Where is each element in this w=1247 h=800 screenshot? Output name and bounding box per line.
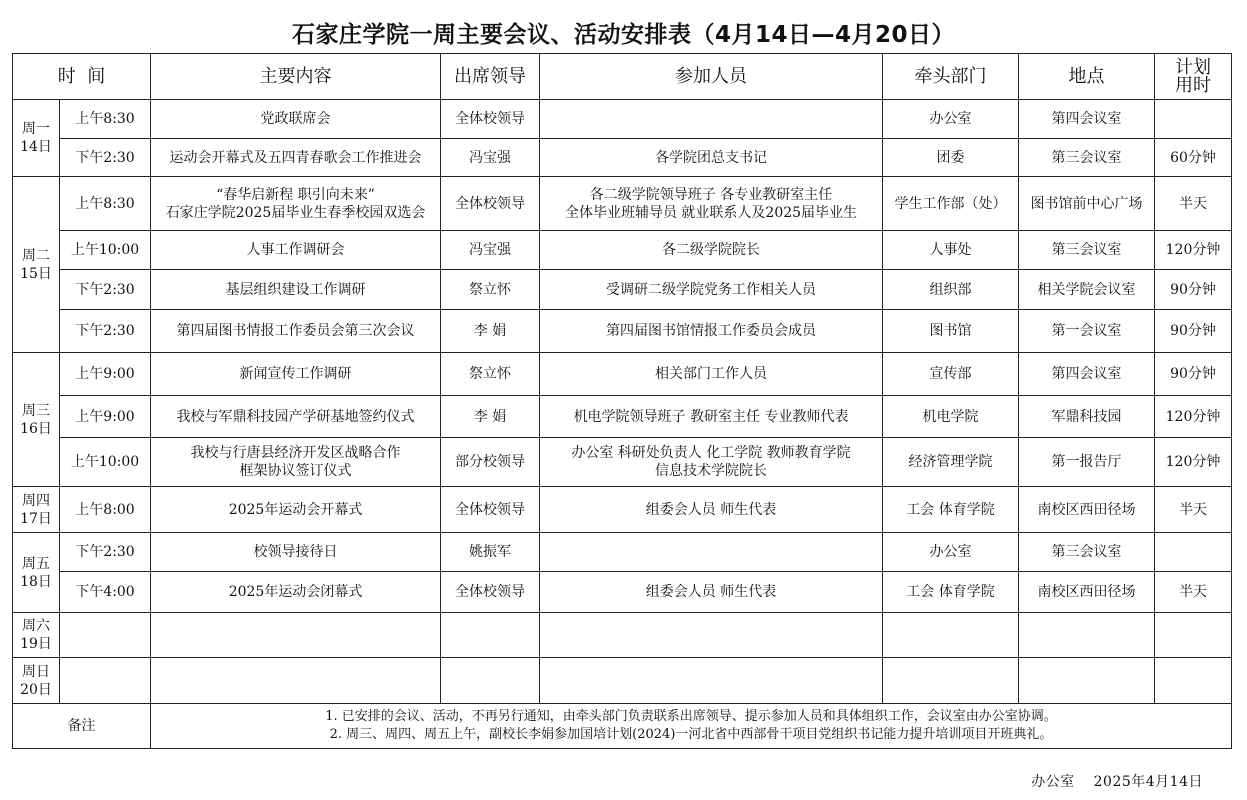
table-row xyxy=(13,438,1232,487)
department-cell: 图书馆 xyxy=(883,310,1019,353)
time-cell: 下午2:30 xyxy=(60,533,151,572)
content-cell-line: 石家庄学院2025届毕业生春季校园双选会 xyxy=(165,204,426,221)
attendees-cell xyxy=(540,177,883,231)
time-cell: 下午2:30 xyxy=(60,310,151,353)
time-cell: 下午2:30 xyxy=(60,139,151,177)
day-name: 周日 xyxy=(22,663,50,680)
department-cell: 学生工作部（处） xyxy=(883,177,1019,231)
table-row xyxy=(13,353,1232,396)
leader-cell: 部分校领导 xyxy=(441,438,540,487)
content-cell-line: 2025年运动会开幕式 xyxy=(228,501,363,518)
content-cell xyxy=(151,487,441,533)
day-date: 19日 xyxy=(20,636,52,652)
leader-cell: 李 娟 xyxy=(441,310,540,353)
duration-cell: 90分钟 xyxy=(1155,310,1232,353)
time-cell: 上午9:00 xyxy=(60,396,151,438)
day-cell xyxy=(13,658,60,704)
leader-cell: 全体校领导 xyxy=(441,100,540,139)
time-cell: 上午8:30 xyxy=(60,177,151,231)
content-cell-line: 2025年运动会闭幕式 xyxy=(228,584,363,600)
footer xyxy=(1017,771,1203,791)
leader-cell: 祭立怀 xyxy=(441,353,540,396)
day-name: 周一 xyxy=(22,121,50,137)
content-cell xyxy=(151,572,441,613)
location-cell: 第四会议室 xyxy=(1019,100,1155,139)
note-item-1: 1. 已安排的会议、活动，不再另行通知，由牵头部门负责联系出席领导、提示参加人员和具体组织工作，会议室由办公室协调。 xyxy=(325,709,1057,724)
location-cell: 第三会议室 xyxy=(1019,139,1155,177)
day-cell xyxy=(13,487,60,533)
duration-cell: 120分钟 xyxy=(1155,396,1232,438)
content-cell-line: “春华启新程 职引向未来” xyxy=(216,186,375,203)
attendees-cell-line: 全体毕业班辅导员 就业联系人及2025届毕业生 xyxy=(564,204,858,221)
time-cell: 下午2:30 xyxy=(60,270,151,310)
table-row xyxy=(13,177,1232,231)
schedule-body xyxy=(13,100,1232,704)
duration-cell: 半天 xyxy=(1155,487,1232,533)
day-name: 周四 xyxy=(22,492,50,509)
content-cell xyxy=(151,396,441,438)
department-cell: 宣传部 xyxy=(883,353,1019,396)
footer-office: 办公室 xyxy=(1031,774,1075,790)
attendees-cell xyxy=(540,353,883,396)
attendees-cell xyxy=(540,533,883,572)
notes-label: 备注 xyxy=(13,704,151,749)
day-date: 14日 xyxy=(20,139,52,155)
day-date: 20日 xyxy=(20,681,52,698)
time-cell: 上午8:30 xyxy=(60,100,151,139)
department-cell: 团委 xyxy=(883,139,1019,177)
header-plan-duration xyxy=(1155,54,1232,100)
content-cell xyxy=(151,139,441,177)
content-cell xyxy=(151,353,441,396)
department-cell: 机电学院 xyxy=(883,396,1019,438)
header-plan-line1: 计划 xyxy=(1175,56,1212,78)
time-cell xyxy=(60,613,151,658)
table-row xyxy=(13,396,1232,438)
content-cell xyxy=(151,270,441,310)
attendees-cell-line: 信息技术学院院长 xyxy=(655,463,768,479)
duration-cell: 120分钟 xyxy=(1155,438,1232,487)
location-cell: 军鼎科技园 xyxy=(1019,396,1155,438)
header-department: 牵头部门 xyxy=(883,54,1019,100)
duration-cell: 90分钟 xyxy=(1155,270,1232,310)
duration-cell xyxy=(1155,613,1232,658)
time-cell xyxy=(60,658,151,704)
attendees-cell-line: 办公室 科研处负责人 化工学院 教师教育学院 xyxy=(571,445,851,461)
location-cell: 相关学院会议室 xyxy=(1019,270,1155,310)
department-cell: 办公室 xyxy=(883,100,1019,139)
leader-cell: 姚振军 xyxy=(441,533,540,572)
location-cell: 第一会议室 xyxy=(1019,310,1155,353)
location-cell: 第一报告厅 xyxy=(1019,438,1155,487)
content-cell xyxy=(151,438,441,487)
leader-cell: 全体校领导 xyxy=(441,487,540,533)
attendees-cell-line: 组委会人员 师生代表 xyxy=(645,501,777,518)
time-cell: 上午10:00 xyxy=(60,438,151,487)
attendees-cell xyxy=(540,438,883,487)
department-cell: 工会 体育学院 xyxy=(883,487,1019,533)
duration-cell xyxy=(1155,533,1232,572)
leader-cell xyxy=(441,658,540,704)
leader-cell: 祭立怀 xyxy=(441,270,540,310)
day-cell xyxy=(13,353,60,487)
time-cell: 上午9:00 xyxy=(60,353,151,396)
attendees-cell-line: 各学院团总支书记 xyxy=(655,149,768,166)
duration-cell xyxy=(1155,658,1232,704)
day-date: 15日 xyxy=(20,265,52,282)
day-date: 17日 xyxy=(20,510,52,527)
content-cell-line: 人事工作调研会 xyxy=(246,242,345,258)
attendees-cell-line: 受调研二级学院党务工作相关人员 xyxy=(606,281,817,298)
content-cell-line: 校领导接待日 xyxy=(253,544,338,560)
day-cell xyxy=(13,177,60,353)
leader-cell: 冯宝强 xyxy=(441,139,540,177)
attendees-cell xyxy=(540,310,883,353)
leader-cell xyxy=(441,613,540,658)
location-cell: 第三会议室 xyxy=(1019,533,1155,572)
day-cell xyxy=(13,100,60,177)
content-cell xyxy=(151,177,441,231)
attendees-cell xyxy=(540,270,883,310)
content-cell-line: 党政联席会 xyxy=(260,111,331,127)
content-cell xyxy=(151,658,441,704)
department-cell: 工会 体育学院 xyxy=(883,572,1019,613)
duration-cell: 60分钟 xyxy=(1155,139,1232,177)
location-cell: 第四会议室 xyxy=(1019,353,1155,396)
day-name: 周六 xyxy=(22,618,50,634)
notes-content xyxy=(151,704,1232,749)
table-row xyxy=(13,100,1232,139)
schedule-table xyxy=(12,53,1232,749)
header-leader: 出席领导 xyxy=(441,54,540,100)
content-cell xyxy=(151,613,441,658)
location-cell: 第三会议室 xyxy=(1019,231,1155,270)
attendees-cell-line: 各二级学院院长 xyxy=(662,242,761,258)
header-row xyxy=(13,54,1232,100)
day-name: 周二 xyxy=(22,247,50,264)
table-row xyxy=(13,231,1232,270)
attendees-cell-line: 机电学院领导班子 教研室主任 专业教师代表 xyxy=(573,408,849,425)
duration-cell: 半天 xyxy=(1155,177,1232,231)
attendees-cell xyxy=(540,100,883,139)
content-cell xyxy=(151,231,441,270)
table-row xyxy=(13,487,1232,533)
duration-cell: 120分钟 xyxy=(1155,231,1232,270)
content-cell-line: 框架协议签订仪式 xyxy=(239,463,352,479)
attendees-cell-line: 相关部门工作人员 xyxy=(655,366,768,382)
header-content: 主要内容 xyxy=(151,54,441,100)
content-cell-line: 基层组织建设工作调研 xyxy=(225,281,366,298)
table-row xyxy=(13,310,1232,353)
attendees-cell-line: 各二级学院领导班子 各专业教研室主任 xyxy=(589,186,833,203)
content-cell xyxy=(151,533,441,572)
leader-cell: 全体校领导 xyxy=(441,572,540,613)
leader-cell: 冯宝强 xyxy=(441,231,540,270)
attendees-cell-line: 第四届图书馆情报工作委员会成员 xyxy=(606,323,817,339)
day-date: 16日 xyxy=(20,420,52,437)
leader-cell: 全体校领导 xyxy=(441,177,540,231)
attendees-cell xyxy=(540,139,883,177)
location-cell: 图书馆前中心广场 xyxy=(1019,177,1155,231)
table-row xyxy=(13,613,1232,658)
table-row xyxy=(13,533,1232,572)
table-row xyxy=(13,270,1232,310)
table-row xyxy=(13,572,1232,613)
attendees-cell-line: 组委会人员 师生代表 xyxy=(645,584,777,600)
content-cell xyxy=(151,100,441,139)
page-title: 石家庄学院一周主要会议、活动安排表（4月14日—4月20日） xyxy=(291,22,956,48)
attendees-cell xyxy=(540,613,883,658)
header-location: 地点 xyxy=(1019,54,1155,100)
day-cell xyxy=(13,613,60,658)
note-item-2: 2. 周三、周四、周五上午，副校长李娟参加国培计划(2024)一河北省中西部骨干项目党组织书记能力提升培训项目开班典礼。 xyxy=(329,727,1053,742)
content-cell-line: 运动会开幕式及五四青春歌会工作推进会 xyxy=(169,149,422,166)
department-cell: 组织部 xyxy=(883,270,1019,310)
header-time: 时 间 xyxy=(13,54,151,100)
day-name: 周五 xyxy=(22,555,50,572)
location-cell xyxy=(1019,658,1155,704)
duration-cell: 半天 xyxy=(1155,572,1232,613)
attendees-cell xyxy=(540,487,883,533)
header-plan-line2: 用时 xyxy=(1175,74,1212,96)
header-attendees: 参加人员 xyxy=(540,54,883,100)
location-cell: 南校区西田径场 xyxy=(1019,572,1155,613)
table-row xyxy=(13,658,1232,704)
department-cell: 办公室 xyxy=(883,533,1019,572)
department-cell: 经济管理学院 xyxy=(883,438,1019,487)
table-row xyxy=(13,139,1232,177)
duration-cell xyxy=(1155,100,1232,139)
day-cell xyxy=(13,533,60,613)
attendees-cell xyxy=(540,396,883,438)
content-cell-line: 第四届图书情报工作委员会第三次会议 xyxy=(176,323,415,339)
content-cell-line: 新闻宣传工作调研 xyxy=(239,366,352,382)
time-cell: 上午8:00 xyxy=(60,487,151,533)
notes-row xyxy=(13,704,1232,749)
location-cell xyxy=(1019,613,1155,658)
content-cell xyxy=(151,310,441,353)
leader-cell: 李 娟 xyxy=(441,396,540,438)
time-cell: 上午10:00 xyxy=(60,231,151,270)
day-date: 18日 xyxy=(20,573,52,590)
content-cell-line: 我校与行唐县经济开发区战略合作 xyxy=(190,445,401,461)
attendees-cell xyxy=(540,231,883,270)
attendees-cell xyxy=(540,572,883,613)
time-cell: 下午4:00 xyxy=(60,572,151,613)
content-cell-line: 我校与军鼎科技园产学研基地签约仪式 xyxy=(176,408,415,425)
footer-date: 2025年4月14日 xyxy=(1093,774,1203,790)
duration-cell: 90分钟 xyxy=(1155,353,1232,396)
department-cell xyxy=(883,613,1019,658)
attendees-cell xyxy=(540,658,883,704)
location-cell: 南校区西田径场 xyxy=(1019,487,1155,533)
department-cell: 人事处 xyxy=(883,231,1019,270)
day-name: 周三 xyxy=(22,402,50,419)
department-cell xyxy=(883,658,1019,704)
